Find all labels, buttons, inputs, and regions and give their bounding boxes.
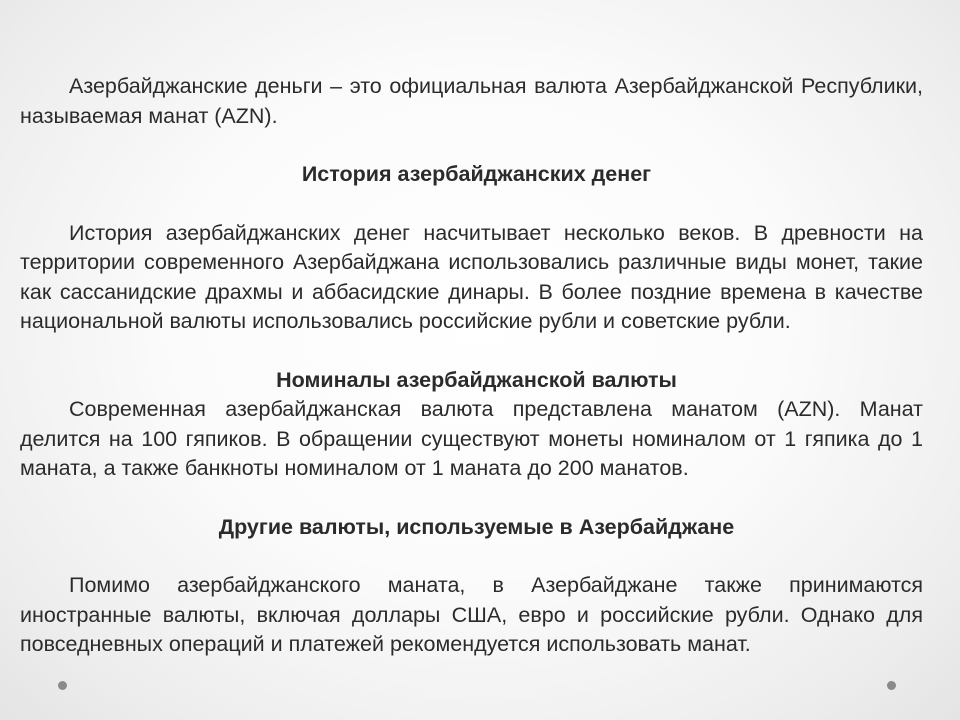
slide-content (20, 72, 923, 660)
intro-paragraph: Азербайджанские деньги – это официальная валюта Азербайджанской Республики, называемая манат (AZN). (20, 74, 923, 128)
spacer (20, 542, 923, 571)
spacer (20, 484, 923, 513)
spacer (20, 190, 923, 219)
denominations-paragraph: Современная азербайджанская валюта представлена манатом (AZN). Манат делится на 100 гяпиков. В обращении существуют монеты номиналом от 1 гяпика до 1 маната, а также банкноты номиналом от 1 маната до 200 манатов. (20, 397, 923, 480)
history-heading: История азербайджанских денег (301, 162, 652, 186)
other-currencies-heading: Другие валюты, используемые в Азербайджане (218, 514, 735, 539)
spacer (20, 131, 923, 160)
spacer (20, 337, 923, 366)
decorative-dot-right (887, 681, 896, 690)
denominations-heading: Номиналы азербайджанской валюты (276, 367, 677, 392)
other-currencies-paragraph: Помимо азербайджанского маната, в Азербайджане также принимаются иностранные валюты, включая доллары США, евро и российские рубли. Однако для повседневных операций и платежей рекомендуется использовать манат. (20, 573, 923, 656)
history-paragraph: История азербайджанских денег насчитывает несколько веков. В древности на территории современного Азербайджана использовались различные виды монет, такие как сассанидские драхмы и аббасидские динары. В более поздние времена в качестве национальной валюты использовались российские рубли и советские рубли. (20, 220, 923, 333)
decorative-dot-left (58, 681, 67, 690)
